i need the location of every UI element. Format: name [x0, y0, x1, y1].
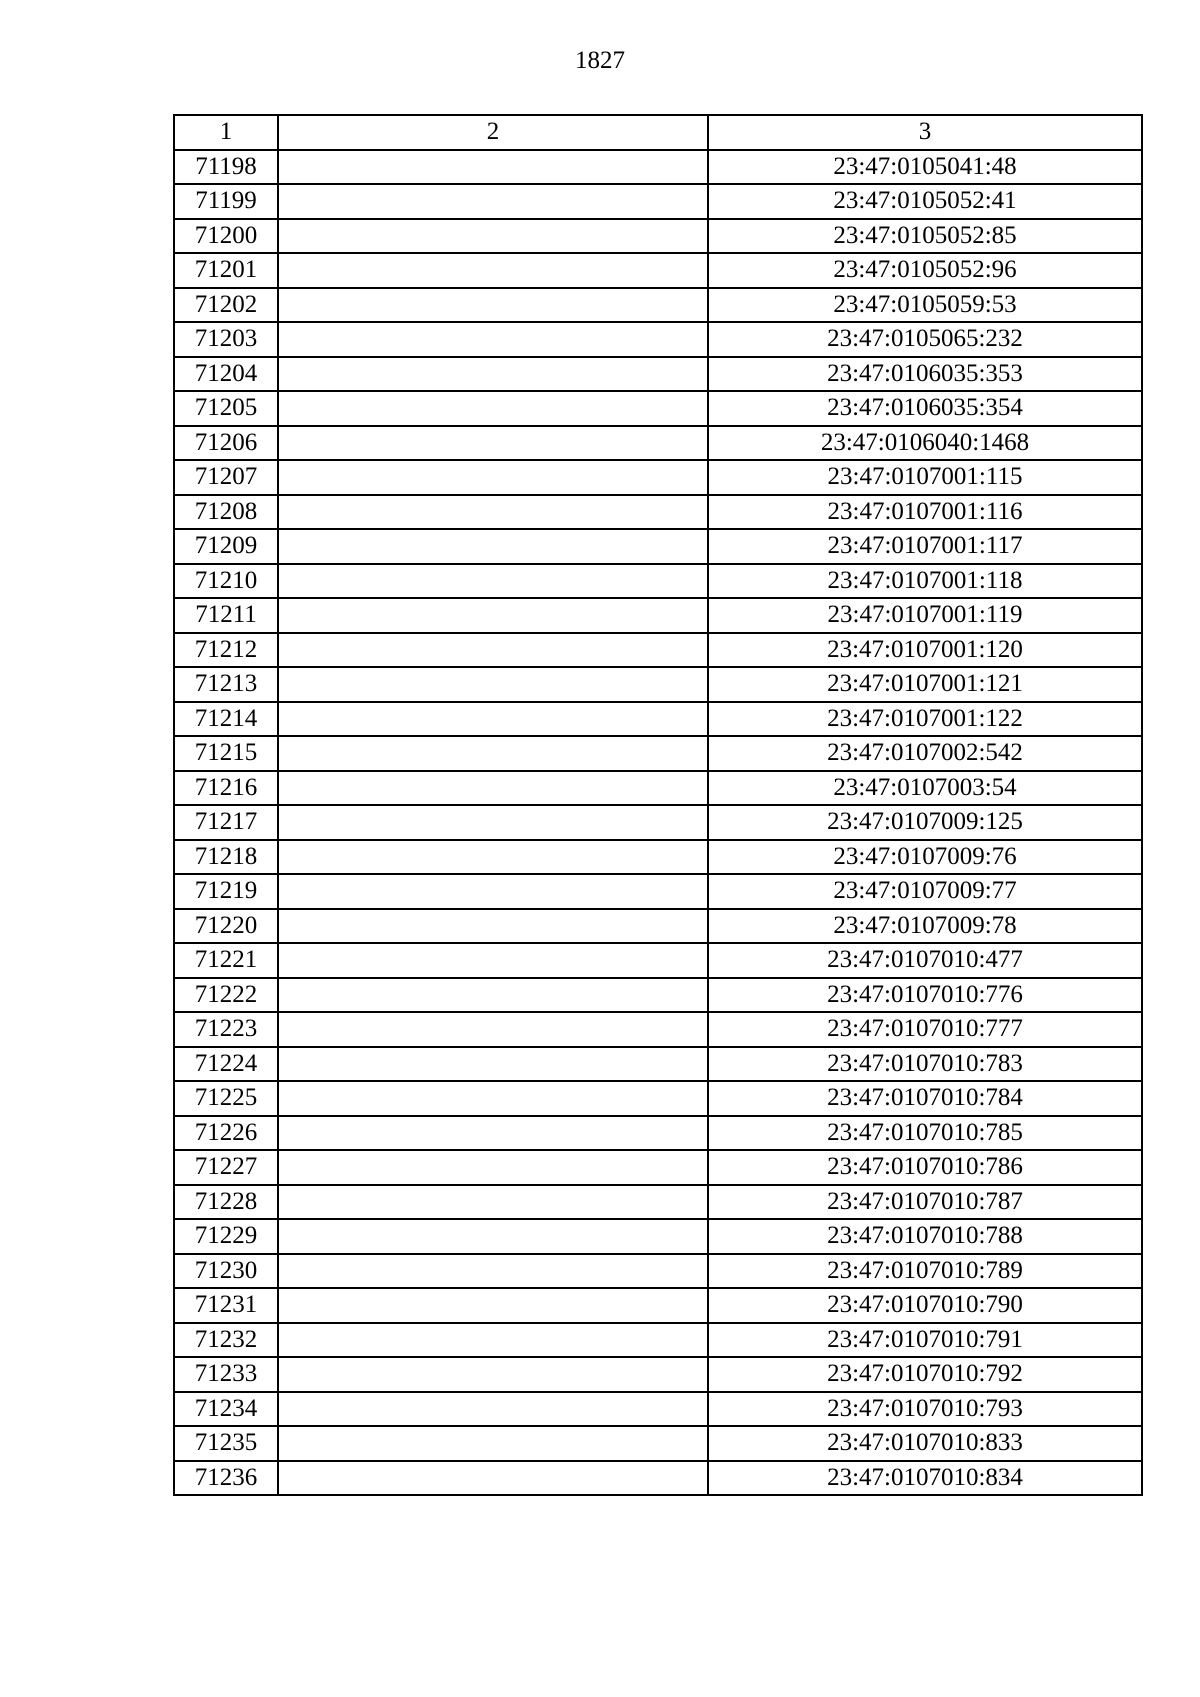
cadastral-number-cell: 23:47:0105065:232 — [708, 322, 1142, 357]
description-cell — [278, 1392, 708, 1427]
description-cell — [278, 1047, 708, 1082]
data-table — [173, 114, 1143, 1496]
description-cell — [278, 357, 708, 392]
table-row — [174, 1426, 1142, 1461]
cadastral-number-cell: 23:47:0107010:477 — [708, 943, 1142, 978]
table-row — [174, 391, 1142, 426]
cadastral-number-cell: 23:47:0105052:96 — [708, 253, 1142, 288]
cadastral-number-cell: 23:47:0107010:791 — [708, 1323, 1142, 1358]
description-cell — [278, 598, 708, 633]
row-number-cell: 71227 — [174, 1150, 278, 1185]
description-cell — [278, 529, 708, 564]
table-row — [174, 702, 1142, 737]
description-cell — [278, 460, 708, 495]
row-number-cell: 71206 — [174, 426, 278, 461]
description-cell — [278, 805, 708, 840]
cadastral-number-cell: 23:47:0107010:785 — [708, 1116, 1142, 1151]
cadastral-number-cell: 23:47:0107010:777 — [708, 1012, 1142, 1047]
table-row — [174, 943, 1142, 978]
description-cell — [278, 426, 708, 461]
description-cell — [278, 943, 708, 978]
row-number-cell: 71212 — [174, 633, 278, 668]
description-cell — [278, 150, 708, 185]
table-row — [174, 1219, 1142, 1254]
row-number-cell: 71226 — [174, 1116, 278, 1151]
cadastral-number-cell: 23:47:0107001:120 — [708, 633, 1142, 668]
description-cell — [278, 1081, 708, 1116]
cadastral-number-cell: 23:47:0105059:53 — [708, 288, 1142, 323]
description-cell — [278, 1323, 708, 1358]
row-number-cell: 71222 — [174, 978, 278, 1013]
table-row — [174, 253, 1142, 288]
table-body — [174, 150, 1142, 1496]
cadastral-number-cell: 23:47:0107001:115 — [708, 460, 1142, 495]
row-number-cell: 71209 — [174, 529, 278, 564]
description-cell — [278, 1012, 708, 1047]
table-row — [174, 322, 1142, 357]
row-number-cell: 71214 — [174, 702, 278, 737]
table-row — [174, 840, 1142, 875]
table-row — [174, 1323, 1142, 1358]
row-number-cell: 71202 — [174, 288, 278, 323]
row-number-cell: 71221 — [174, 943, 278, 978]
description-cell — [278, 288, 708, 323]
table-row — [174, 150, 1142, 185]
table-row — [174, 978, 1142, 1013]
description-cell — [278, 253, 708, 288]
row-number-cell: 71232 — [174, 1323, 278, 1358]
description-cell — [278, 1288, 708, 1323]
row-number-cell: 71210 — [174, 564, 278, 599]
cadastral-number-cell: 23:47:0106035:354 — [708, 391, 1142, 426]
row-number-cell: 71216 — [174, 771, 278, 806]
cadastral-number-cell: 23:47:0107010:834 — [708, 1461, 1142, 1496]
row-number-cell: 71225 — [174, 1081, 278, 1116]
cadastral-number-cell: 23:47:0107010:793 — [708, 1392, 1142, 1427]
cadastral-number-cell: 23:47:0107010:789 — [708, 1254, 1142, 1289]
page-number: 1827 — [575, 47, 625, 74]
cadastral-number-cell: 23:47:0107001:119 — [708, 598, 1142, 633]
table-row — [174, 874, 1142, 909]
row-number-cell: 71213 — [174, 667, 278, 702]
row-number-cell: 71215 — [174, 736, 278, 771]
table-row — [174, 1288, 1142, 1323]
cadastral-number-cell: 23:47:0107009:76 — [708, 840, 1142, 875]
row-number-cell: 71199 — [174, 184, 278, 219]
description-cell — [278, 667, 708, 702]
row-number-cell: 71211 — [174, 598, 278, 633]
cadastral-number-cell: 23:47:0107009:125 — [708, 805, 1142, 840]
table-header-row — [174, 115, 1142, 150]
description-cell — [278, 495, 708, 530]
description-cell — [278, 1150, 708, 1185]
row-number-cell: 71220 — [174, 909, 278, 944]
table-row — [174, 1012, 1142, 1047]
table-row — [174, 219, 1142, 254]
table-row — [174, 1392, 1142, 1427]
description-cell — [278, 184, 708, 219]
table-row — [174, 667, 1142, 702]
cadastral-number-cell: 23:47:0107009:78 — [708, 909, 1142, 944]
table-row — [174, 1116, 1142, 1151]
description-cell — [278, 874, 708, 909]
cadastral-number-cell: 23:47:0107003:54 — [708, 771, 1142, 806]
table-row — [174, 357, 1142, 392]
cadastral-number-cell: 23:47:0107001:121 — [708, 667, 1142, 702]
description-cell — [278, 633, 708, 668]
row-number-cell: 71204 — [174, 357, 278, 392]
row-number-cell: 71201 — [174, 253, 278, 288]
table-row — [174, 426, 1142, 461]
row-number-cell: 71233 — [174, 1357, 278, 1392]
table-row — [174, 529, 1142, 564]
row-number-cell: 71230 — [174, 1254, 278, 1289]
row-number-cell: 71224 — [174, 1047, 278, 1082]
cadastral-number-cell: 23:47:0107010:792 — [708, 1357, 1142, 1392]
description-cell — [278, 219, 708, 254]
table-row — [174, 1185, 1142, 1220]
table-row — [174, 460, 1142, 495]
column-header-2: 2 — [278, 115, 708, 150]
row-number-cell: 71203 — [174, 322, 278, 357]
table-row — [174, 736, 1142, 771]
description-cell — [278, 1357, 708, 1392]
cadastral-number-cell: 23:47:0105041:48 — [708, 150, 1142, 185]
column-header-1: 1 — [174, 115, 278, 150]
cadastral-number-cell: 23:47:0107010:833 — [708, 1426, 1142, 1461]
table-row — [174, 288, 1142, 323]
cadastral-number-cell: 23:47:0107002:542 — [708, 736, 1142, 771]
cadastral-number-cell: 23:47:0107010:788 — [708, 1219, 1142, 1254]
row-number-cell: 71234 — [174, 1392, 278, 1427]
cadastral-number-cell: 23:47:0107010:790 — [708, 1288, 1142, 1323]
cadastral-number-cell: 23:47:0107001:117 — [708, 529, 1142, 564]
row-number-cell: 71229 — [174, 1219, 278, 1254]
cadastral-number-cell: 23:47:0107010:786 — [708, 1150, 1142, 1185]
table-row — [174, 1357, 1142, 1392]
description-cell — [278, 322, 708, 357]
row-number-cell: 71208 — [174, 495, 278, 530]
table-row — [174, 771, 1142, 806]
row-number-cell: 71200 — [174, 219, 278, 254]
description-cell — [278, 1254, 708, 1289]
table-row — [174, 598, 1142, 633]
row-number-cell: 71235 — [174, 1426, 278, 1461]
table-row — [174, 1081, 1142, 1116]
table-row — [174, 1047, 1142, 1082]
cadastral-number-cell: 23:47:0105052:41 — [708, 184, 1142, 219]
description-cell — [278, 564, 708, 599]
description-cell — [278, 1116, 708, 1151]
cadastral-number-cell: 23:47:0105052:85 — [708, 219, 1142, 254]
table-row — [174, 564, 1142, 599]
description-cell — [278, 771, 708, 806]
cadastral-number-cell: 23:47:0107010:783 — [708, 1047, 1142, 1082]
cadastral-number-cell: 23:47:0107010:787 — [708, 1185, 1142, 1220]
row-number-cell: 71219 — [174, 874, 278, 909]
row-number-cell: 71198 — [174, 150, 278, 185]
table-row — [174, 909, 1142, 944]
row-number-cell: 71207 — [174, 460, 278, 495]
description-cell — [278, 909, 708, 944]
cadastral-number-cell: 23:47:0107010:784 — [708, 1081, 1142, 1116]
table-row — [174, 1150, 1142, 1185]
row-number-cell: 71218 — [174, 840, 278, 875]
cadastral-number-cell: 23:47:0106035:353 — [708, 357, 1142, 392]
description-cell — [278, 1426, 708, 1461]
cadastral-number-cell: 23:47:0107001:118 — [708, 564, 1142, 599]
row-number-cell: 71223 — [174, 1012, 278, 1047]
cadastral-number-cell: 23:47:0107001:116 — [708, 495, 1142, 530]
row-number-cell: 71217 — [174, 805, 278, 840]
cadastral-number-cell: 23:47:0106040:1468 — [708, 426, 1142, 461]
description-cell — [278, 1219, 708, 1254]
description-cell — [278, 702, 708, 737]
description-cell — [278, 1461, 708, 1496]
row-number-cell: 71236 — [174, 1461, 278, 1496]
table-row — [174, 805, 1142, 840]
table-row — [174, 184, 1142, 219]
description-cell — [278, 736, 708, 771]
table-row — [174, 1461, 1142, 1496]
cadastral-number-cell: 23:47:0107010:776 — [708, 978, 1142, 1013]
row-number-cell: 71205 — [174, 391, 278, 426]
cadastral-number-cell: 23:47:0107001:122 — [708, 702, 1142, 737]
table-row — [174, 495, 1142, 530]
row-number-cell: 71231 — [174, 1288, 278, 1323]
cadastral-number-cell: 23:47:0107009:77 — [708, 874, 1142, 909]
description-cell — [278, 1185, 708, 1220]
table-row — [174, 1254, 1142, 1289]
description-cell — [278, 978, 708, 1013]
description-cell — [278, 840, 708, 875]
column-header-3: 3 — [708, 115, 1142, 150]
row-number-cell: 71228 — [174, 1185, 278, 1220]
table-row — [174, 633, 1142, 668]
description-cell — [278, 391, 708, 426]
